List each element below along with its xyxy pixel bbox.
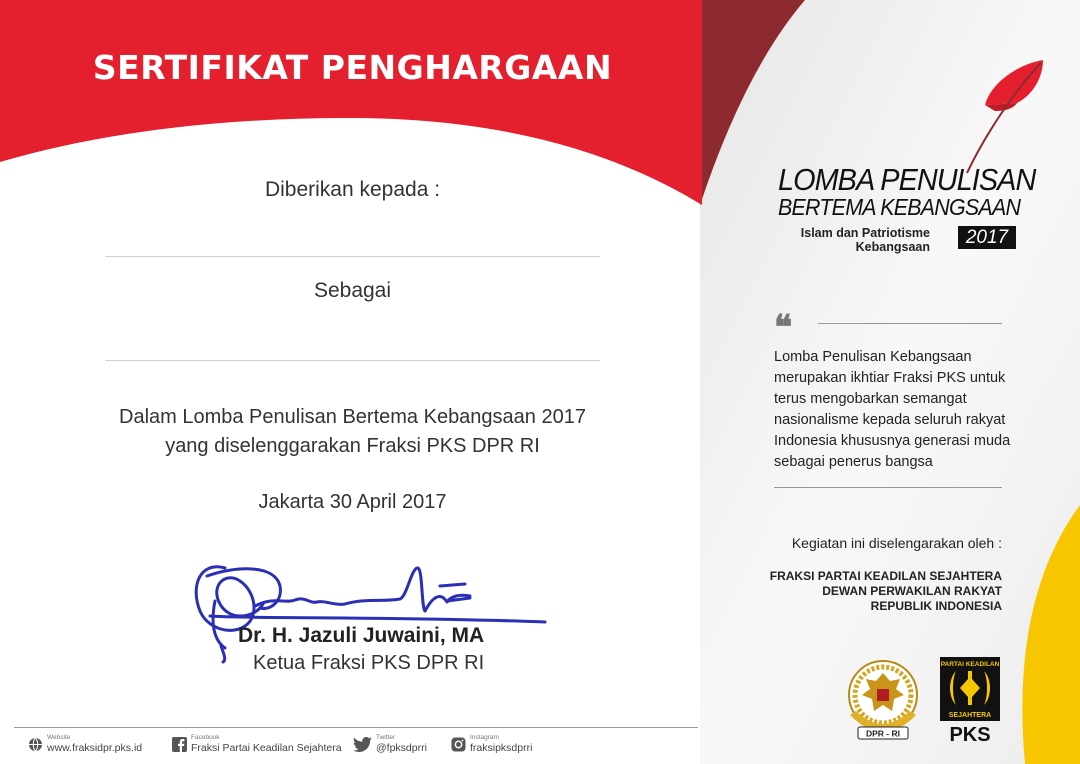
red-header [0,0,702,205]
event-title-line-1: LOMBA PENULISAN [778,162,1036,197]
pks-logo-bottom-text: PKS [949,724,991,743]
pks-logo-top-text: PARTAI KEADILAN [940,661,1000,668]
globe-icon [28,737,43,752]
as-label: Sebagai [313,279,392,302]
footer-website[interactable] [28,734,142,754]
footer-facebook-value: Fraksi Partai Keadilan Sejahtera [191,742,342,754]
event-description: Lomba Penulisan Kebangsaan merupakan ikhtiar Fraksi PKS untuk terus mengobarkan semangat nasionalisme kepada seluruh rakyat Indonesia khususnya generasi muda sebagai penerus bangsa [774,349,1011,470]
body-line-1: Dalam Lomba Penulisan Bertema Kebangsaan 2017 [119,406,586,428]
footer-facebook-label: Facebook [191,734,220,741]
place-date: Jakarta 30 April 2017 [258,491,447,513]
pks-logo-mid-text: SEJAHTERA [948,712,992,719]
description-divider [774,487,1002,488]
footer-facebook[interactable] [172,734,342,754]
organizer-line-1: FRAKSI PARTAI KEADILAN SEJAHTERA [769,569,1002,583]
quote-divider [818,323,1002,324]
signer-name: Dr. H. Jazuli Juwaini, MA [238,624,485,647]
footer-divider [14,727,698,728]
recipient-name-line [105,256,600,257]
footer-website-value: www.fraksidpr.pks.id [47,742,143,754]
organizer-name [700,569,1002,614]
signer-role: Ketua Fraksi PKS DPR RI [253,652,485,674]
event-year-badge: 2017 [958,226,1016,249]
footer-instagram-label: Instagram [470,734,499,741]
dpr-ri-logo-text: DPR - RI [866,728,900,739]
pks-logo [940,657,1000,743]
dpr-ri-logo [838,657,928,745]
certificate-body [0,403,705,461]
given-to-label: Diberikan kepada : [264,178,441,201]
organizer-line-3: REPUBLIK INDONESIA [870,599,1002,613]
facebook-icon [172,737,187,752]
signature-image [185,556,550,666]
event-subtitle-line-1: Islam dan Patriotisme [800,226,930,240]
footer-twitter-label: Twitter [376,734,396,741]
footer-instagram-value: fraksipksdprri [470,742,533,754]
feather-logo-icon [955,55,1050,175]
role-line [105,360,600,361]
footer-twitter-value: @fpksdprri [376,742,427,754]
body-line-2: yang diselenggarakan Fraksi PKS DPR RI [165,435,540,457]
twitter-icon [352,737,372,752]
organizer-label: Kegiatan ini diselengarakan oleh : [791,535,1002,551]
certificate-title: SERTIFIKAT PENGHARGAAN [92,48,613,87]
event-subtitle-line-2: Kebangsaan [855,240,930,254]
footer-instagram[interactable] [451,734,532,754]
footer-twitter[interactable] [352,734,427,754]
organizer-line-2: DEWAN PERWAKILAN RAKYAT [822,584,1002,598]
event-title-line-2: BERTEMA KEBANGSAAN [778,194,1021,220]
instagram-icon [451,737,466,752]
quote-icon: ❝ [774,308,793,348]
footer-website-label: Website [47,734,71,741]
event-subtitle [790,226,930,254]
